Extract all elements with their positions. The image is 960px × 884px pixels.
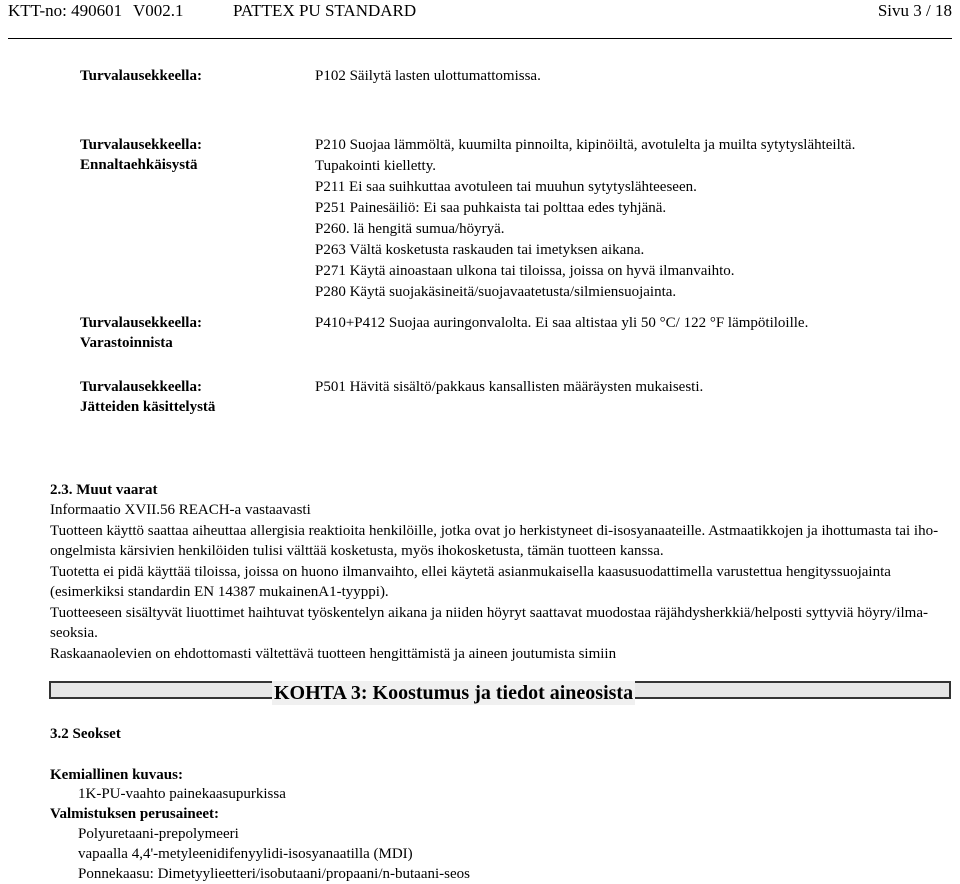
- product-name: PATTEX PU STANDARD: [233, 1, 417, 20]
- statement-text-disposal: P501 Hävitä sisältö/pakkaus kansallisten määräysten mukaisesti.: [315, 379, 704, 395]
- hazard-paragraph: Informaatio XVII.56 REACH-a vastaavasti: [50, 502, 311, 518]
- hazard-paragraph: Tuotteen käyttö saattaa aiheuttaa allergisia reaktioita henkilöille, jotka ovat jo herkistyneet di-isosyanaateille. Astmaatikkojen ja ihottumasta tai iho-ongelmista kärsivien henkilöiden tulisi välttää kosketusta, myös ihokosketusta, tämän tuotteen kanssa.: [50, 522, 939, 559]
- header-divider: [8, 38, 952, 39]
- statement-label-prevention: Turvalausekkeella: Ennaltaehkäisystä: [80, 137, 202, 173]
- statement-label-disposal: Turvalausekkeella: Jätteiden käsittelystä: [80, 379, 216, 415]
- hazard-paragraph: Tuotteeseen sisältyvät liuottimet haihtuvat työskentelyn aikana ja niiden höyryt saattavat muodostaa räjähdysherkkiä/helposti syttyviä höyry/ilma-seoksia.: [50, 604, 929, 641]
- ktt-number: KTT-no: 490601: [8, 1, 123, 20]
- page-number: Sivu 3 / 18: [877, 1, 952, 20]
- other-hazards-title: 2.3. Muut vaarat: [50, 482, 158, 498]
- chemical-description-label: Kemiallinen kuvaus:: [50, 767, 183, 783]
- ingredient-item: vapaalla 4,4'-metyleenidifenyylidi-isosyanaatilla (MDI): [78, 846, 413, 862]
- ingredients-list: [78, 824, 470, 884]
- statement-text-general: P102 Säilytä lasten ulottumattomissa.: [315, 68, 541, 84]
- statement-label-general: Turvalausekkeella:: [80, 68, 202, 84]
- mixtures-subheading: 3.2 Seokset: [50, 726, 121, 742]
- ingredient-item: Ponnekaasu: Dimetyylieetteri/isobutaani/propaani/n-butaani-seos: [78, 866, 470, 882]
- section-heading: KOHTA 3: Koostumus ja tiedot aineosista: [274, 682, 634, 704]
- hazard-paragraph: Raskaanaolevien on ehdottomasti vältettävä tuotteen hengittämistä ja aineen joutumista simiin: [50, 645, 617, 662]
- ingredient-item: Polyuretaani-prepolymeeri: [78, 826, 239, 842]
- statement-label-storage: Turvalausekkeella: Varastoinnista: [80, 315, 202, 351]
- statement-text-prevention: P210 Suojaa lämmöltä, kuumilta pinnoilta, kipinöiltä, avotulelta ja muilta sytytyslähteiltä. Tupakointi kielletty. P211 Ei saa suihkuttaa avotuleen tai muuhun sytytyslähteeseen. P251 Painesäiliö: Ei saa puhkaista tai polttaa edes tyhjänä. P260. lä hengitä sumua/höyryä. P263 Vältä kosketusta raskauden tai imetyksen aikana. P271 Käytä ainoastaan ulkona tai tiloissa, joissa on hyvä ilmanvaihto. P280 Käytä suojakäsineitä/suojavaatetusta/silmiensuojainta.: [315, 137, 856, 300]
- version: V002.1: [133, 1, 184, 20]
- page-header: [8, 0, 952, 24]
- ingredients-label: Valmistuksen perusaineet:: [50, 806, 220, 822]
- statement-text-storage: P410+P412 Suojaa auringonvalolta. Ei saa altistaa yli 50 °C/ 122 °F lämpötiloille.: [315, 315, 809, 331]
- hazard-paragraph: Tuotetta ei pidä käyttää tiloissa, joissa on huono ilmanvaihto, ellei käytetä asianmukaisella kaasusuodattimella varustettua hengityssuojainta (esimerkiksi standardin EN 14387 mukainenA1-tyyppi).: [50, 563, 891, 600]
- other-hazards-text: [50, 500, 950, 664]
- chemical-description-value: 1K-PU-vaahto painekaasupurkissa: [78, 786, 286, 802]
